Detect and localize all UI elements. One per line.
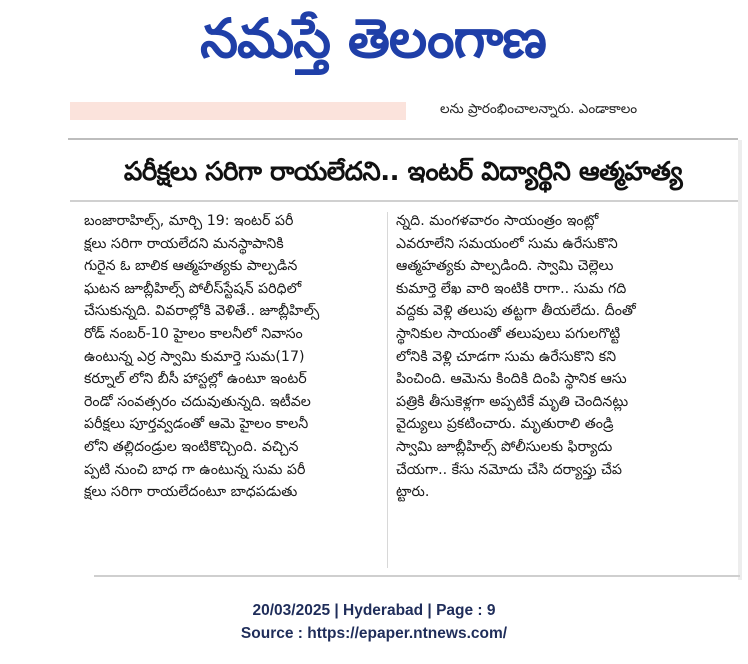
article-line: కర్నూల్ లోని బీసీ హాస్టల్లో ఉంటూ ఇంటర్ xyxy=(84,371,307,388)
article-line: న్నది. మంగళవారం సాయంత్రం ఇంట్లో xyxy=(396,213,599,229)
article-line: చేసుకున్నది. వివరాల్లోకి వెళితే.. జూబ్లీహిల్స్ xyxy=(84,303,320,320)
article-line: పత్రికి తీసుకెళ్లగా అప్పటికే మృతి చెందినట్లు xyxy=(396,393,629,410)
article-line: గురైన ఓ బాలిక ఆత్మహత్యకు పాల్పడిన xyxy=(84,258,298,275)
article-line: ఉంటున్న ఎర్ర స్వామి కుమార్తె సుమ(17) xyxy=(84,348,305,365)
article-line: రెండో సంవత్సరం చదువుతున్నది. ఇటీవల xyxy=(84,393,311,410)
article-line: క్షలు సరిగా రాయలేదని మనస్థాపానికి xyxy=(84,235,284,252)
article-line: ట్టారు. xyxy=(396,484,430,501)
article-line: ప్పటి నుంచి బాధ గా ఉంటున్న సుమ పరీ xyxy=(84,461,306,478)
article-line: వైద్యులు ప్రకటించారు. మృతురాలి తండ్రి xyxy=(396,416,614,433)
decorative-strip xyxy=(70,102,406,120)
article-line: బంజారాహిల్స్, మార్చి 19: ఇంటర్ పరీ xyxy=(84,213,294,229)
bottom-divider xyxy=(94,575,740,577)
article-line: కుమార్తె లేఖ వారి ఇంటికి రాగా.. సుమ గది xyxy=(396,280,627,297)
previous-article-text: లను ప్రారంభించాలన్నారు. ఎండాకాలం xyxy=(440,101,638,117)
article-line: స్థానికుల సాయంతో తలుపులు పగులగొట్టి xyxy=(396,325,621,342)
footer-date-line: 20/03/2025 | Hyderabad | Page : 9 xyxy=(252,602,496,619)
top-divider xyxy=(68,138,738,140)
article-column-left xyxy=(84,210,380,572)
newspaper-masthead: నమస్తే తెలంగాణ xyxy=(200,7,546,70)
article-line: ఆత్మహత్యకు పాల్పడింది. స్వామి చెల్లెలు xyxy=(396,258,614,275)
clip-edge xyxy=(738,140,742,580)
footer-source-line: Source : https://epaper.ntnews.com/ xyxy=(240,625,508,642)
column-divider xyxy=(387,212,388,568)
article-line: లోని తల్లిదండ్రుల ఇంటికొచ్చింది. వచ్చిన xyxy=(84,438,299,455)
article-line: చేయగా.. కేసు నమోదు చేసి దర్యాప్తు చేప xyxy=(396,461,622,478)
article-line: ఎవరూలేని సమయంలో సుమ ఉరేసుకొని xyxy=(396,235,618,252)
article-line: పరీక్షలు పూర్తవ్వడంతో ఆమె హైలం కాలనీ xyxy=(84,416,309,433)
article-line: పించింది. ఆమెను కిందికి దింపి స్థానిక ఆసు xyxy=(396,371,627,388)
article-headline: పరీక్షలు సరిగా రాయలేదని.. ఇంటర్ విద్యార్థిని ఆత్మహత్య xyxy=(123,157,683,187)
article-line: రోడ్ నంబర్-10 హైలం కాలనీలో నివాసం xyxy=(84,325,303,342)
headline-divider xyxy=(70,200,738,202)
article-line: ఘటన జూబ్లీహిల్స్ పోలీస్‌స్టేషన్ పరిధిలో xyxy=(84,280,302,297)
article-column-right xyxy=(396,210,726,572)
article-line: వద్దకు వెళ్లి తలుపు తట్టగా తీయలేదు. దీంతో xyxy=(396,303,636,320)
article-line: స్వామి జూబ్లీహిల్స్ పోలీసులకు ఫిర్యాదు xyxy=(396,438,613,455)
article-line: లోనికి వెళ్లి చూడగా సుమ ఉరేసుకొని కని xyxy=(396,348,617,365)
article-line: క్షలు సరిగా రాయలేదంటూ బాధపడుతు xyxy=(84,484,298,501)
